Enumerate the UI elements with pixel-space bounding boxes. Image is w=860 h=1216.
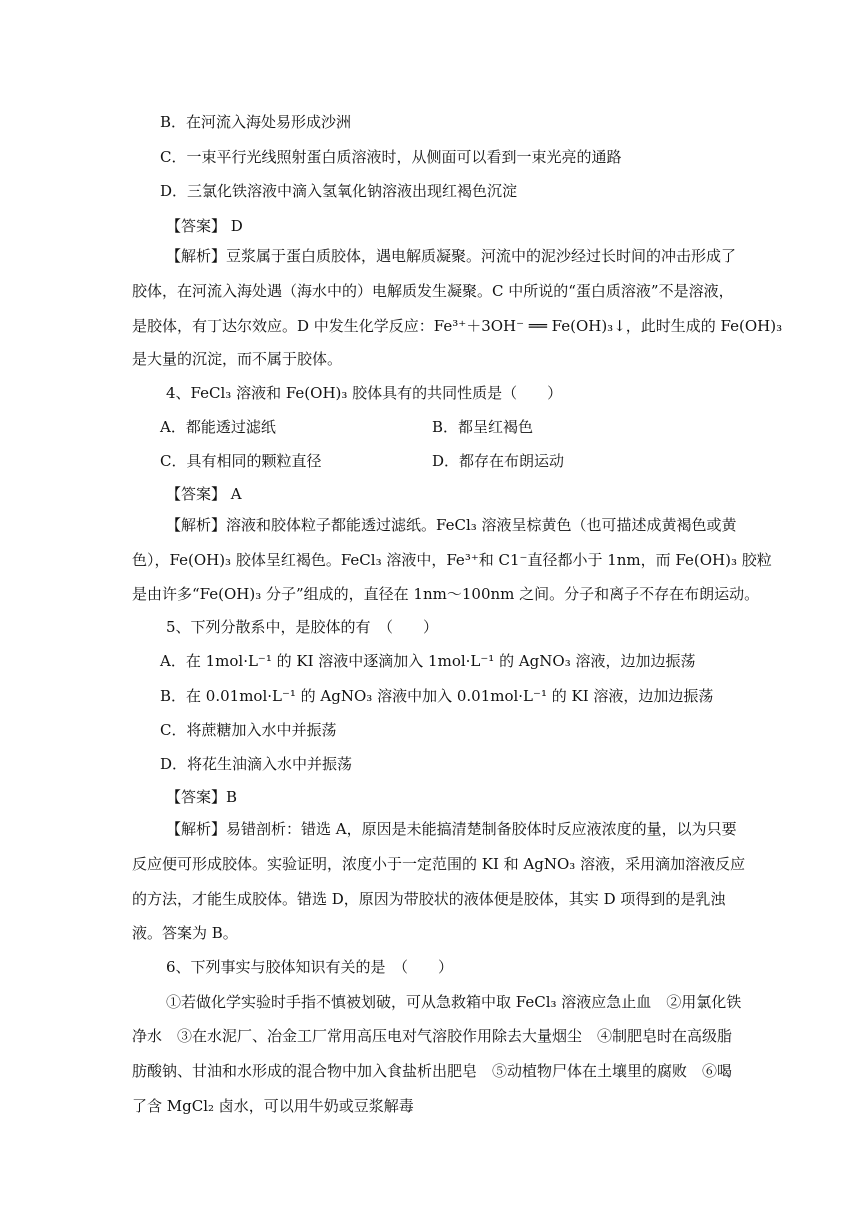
q4-explanation-line2: 色），Fe(OH)₃ 胶体呈红褐色。FeCl₃ 溶液中，Fe³⁺和 C1⁻直径都小于 1nm，而 Fe(OH)₃ 胶粒: [132, 551, 772, 569]
q5-option-d: D．将花生油滴入水中并振荡: [160, 755, 353, 773]
q4-explanation-line3: 是由许多“Fe(OH)₃ 分子”组成的，直径在 1nm～100nm 之间。分子和离子不存在布朗运动。: [132, 585, 760, 603]
q5-explanation-line4: 液。答案为 B。: [132, 924, 238, 942]
q5-explanation-line2: 反应便可形成胶体。实验证明，浓度小于一定范围的 KI 和 AgNO₃ 溶液，采用滴加溶液反应: [132, 855, 746, 873]
q4-option-d: D．都存在布朗运动: [432, 452, 565, 470]
q5-option-c: C．将蔗糖加入水中并振荡: [160, 721, 337, 739]
q4-option-c: C．具有相同的颗粒直径: [160, 452, 322, 470]
q3-explanation-line4: 是大量的沉淀，而不属于胶体。: [132, 350, 343, 368]
q6-body-line3: 肪酸钠、甘油和水形成的混合物中加入食盐析出肥皂 ⑤动植物尸体在土壤里的腐败 ⑥喝: [132, 1062, 733, 1080]
q4-answer: 【答案】 A: [166, 485, 242, 503]
q5-explanation-line3: 的方法，才能生成胶体。错选 D，原因为带胶状的液体便是胶体，其实 D 项得到的是乳浊: [132, 890, 726, 908]
q3-explanation-line2: 胶体，在河流入海处遇（海水中的）电解质发生凝聚。C 中所说的“蛋白质溶液”不是溶液，: [132, 282, 734, 300]
q6-body-line1: ①若做化学实验时手指不慎被划破，可从急救箱中取 FeCl₃ 溶液应急止血 ②用氯化铁: [166, 993, 742, 1011]
q5-stem: 5、下列分散系中，是胶体的有 （ ）: [166, 618, 439, 636]
q3-option-c: C．一束平行光线照射蛋白质溶液时，从侧面可以看到一束光亮的通路: [160, 148, 622, 166]
q5-explanation-line1: 【解析】易错剖析：错选 A，原因是未能搞清楚制备胶体时反应液浓度的量，以为只要: [166, 820, 737, 838]
q3-explanation-line1: 【解析】豆浆属于蛋白质胶体，遇电解质凝聚。河流中的泥沙经过长时间的冲击形成了: [166, 247, 737, 265]
q6-body-line2: 净水 ③在水泥厂、冶金工厂常用高压电对气溶胶作用除去大量烟尘 ④制肥皂时在高级脂: [132, 1027, 733, 1045]
q4-option-b: B．都呈红褐色: [432, 418, 534, 436]
q5-answer: 【答案】B: [166, 788, 238, 806]
q3-answer: 【答案】 D: [166, 217, 243, 235]
q5-option-a: A．在 1mol·L⁻¹ 的 KI 溶液中逐滴加入 1mol·L⁻¹ 的 AgNO₃ 溶液，边加边振荡: [160, 652, 696, 670]
q3-explanation-line3: 是胶体，有丁达尔效应。D 中发生化学反应：Fe³⁺＋3OH⁻ ══ Fe(OH)₃↓，此时生成的 Fe(OH)₃: [132, 317, 783, 335]
q4-explanation-line1: 【解析】溶液和胶体粒子都能透过滤纸。FeCl₃ 溶液呈棕黄色（也可描述成黄褐色或黄: [166, 516, 737, 534]
q3-option-b: B．在河流入海处易形成沙洲: [160, 113, 352, 131]
q6-body-line4: 了含 MgCl₂ 卤水，可以用牛奶或豆浆解毒: [132, 1097, 414, 1115]
q4-stem: 4、FeCl₃ 溶液和 Fe(OH)₃ 胶体具有的共同性质是（ ）: [166, 384, 563, 402]
q3-option-d: D．三氯化铁溶液中滴入氢氧化钠溶液出现红褐色沉淀: [160, 182, 518, 200]
q5-option-b: B．在 0.01mol·L⁻¹ 的 AgNO₃ 溶液中加入 0.01mol·L⁻¹ 的 KI 溶液，边加边振荡: [160, 687, 714, 705]
q6-stem: 6、下列事实与胶体知识有关的是 （ ）: [166, 958, 454, 976]
q4-option-a: A．都能透过滤纸: [160, 418, 276, 436]
